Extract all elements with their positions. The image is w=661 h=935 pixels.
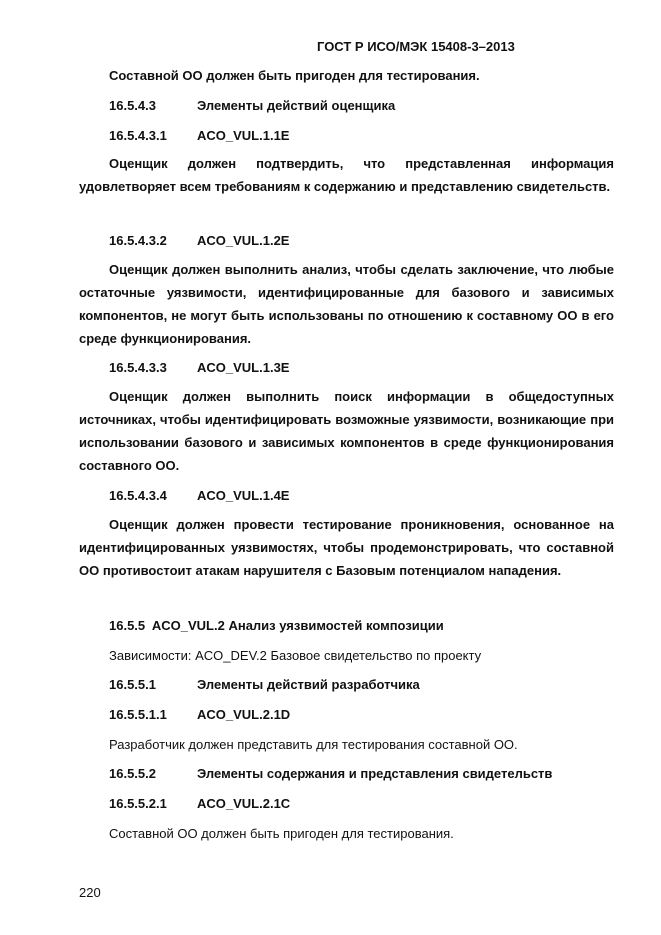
section-number: 16.5.5.2 [109, 766, 156, 781]
section-title: ACO_VUL.1.1E [197, 128, 290, 143]
paragraph: Разработчик должен представить для тестирования составной ОО. [109, 737, 518, 752]
section-title: ACO_VUL.1.2E [197, 233, 290, 248]
section-number: 16.5.4.3.4 [109, 488, 167, 503]
paragraph: Составной ОО должен быть пригоден для тестирования. [109, 826, 454, 841]
section-number: 16.5.4.3.2 [109, 233, 167, 248]
section-title: ACO_VUL.1.3E [197, 360, 290, 375]
section-title: Элементы действий разработчика [197, 677, 420, 692]
paragraph-top: Составной ОО должен быть пригоден для тестирования. [109, 68, 480, 83]
dependencies-text: Зависимости: ACO_DEV.2 Базовое свидетельство по проекту [109, 648, 482, 663]
section-title: ACO_VUL.2.1C [197, 796, 291, 811]
section-number: 16.5.5.1 [109, 677, 156, 692]
paragraph: Оценщик должен подтвердить, что представленная информация удовлетворяет всем требованиям к содержанию и представлению свидетельств. [79, 156, 614, 194]
paragraph: Оценщик должен выполнить поиск информации в общедоступных источниках, чтобы идентифицировать возможные уязвимости, возникающие при использовании базового и зависимых компонентов в среде функционирования составного ОО. [79, 389, 614, 473]
paragraph: Оценщик должен провести тестирование проникновения, основанное на идентифицированных уязвимостях, чтобы продемонстрировать, что составной ОО противостоит атакам нарушителя с Базовым потенциалом нападения. [79, 517, 614, 578]
section-title: ACO_VUL.1.4E [197, 488, 290, 503]
section-title: Элементы содержания и представления свидетельств [197, 766, 553, 781]
section-number: 16.5.5.1.1 [109, 707, 167, 722]
section-number: 16.5.4.3.1 [109, 128, 167, 143]
paragraph: Оценщик должен выполнить анализ, чтобы сделать заключение, что любые остаточные уязвимости, идентифицированные для базового и зависимых компонентов, не могут быть использованы по отношению к составному ОО в его среде функционирования. [79, 262, 614, 346]
section-number: 16.5.4.3.3 [109, 360, 167, 375]
section-number: 16.5.4.3 [109, 98, 156, 113]
section-title: Элементы действий оценщика [197, 98, 396, 113]
standard-header: ГОСТ Р ИСО/МЭК 15408-3–2013 [317, 39, 515, 54]
section-number: 16.5.5.2.1 [109, 796, 167, 811]
subsection-heading: 16.5.5 ACO_VUL.2 Анализ уязвимостей композиции [109, 618, 444, 633]
section-title: ACO_VUL.2.1D [197, 707, 291, 722]
page-number: 220 [79, 885, 101, 900]
